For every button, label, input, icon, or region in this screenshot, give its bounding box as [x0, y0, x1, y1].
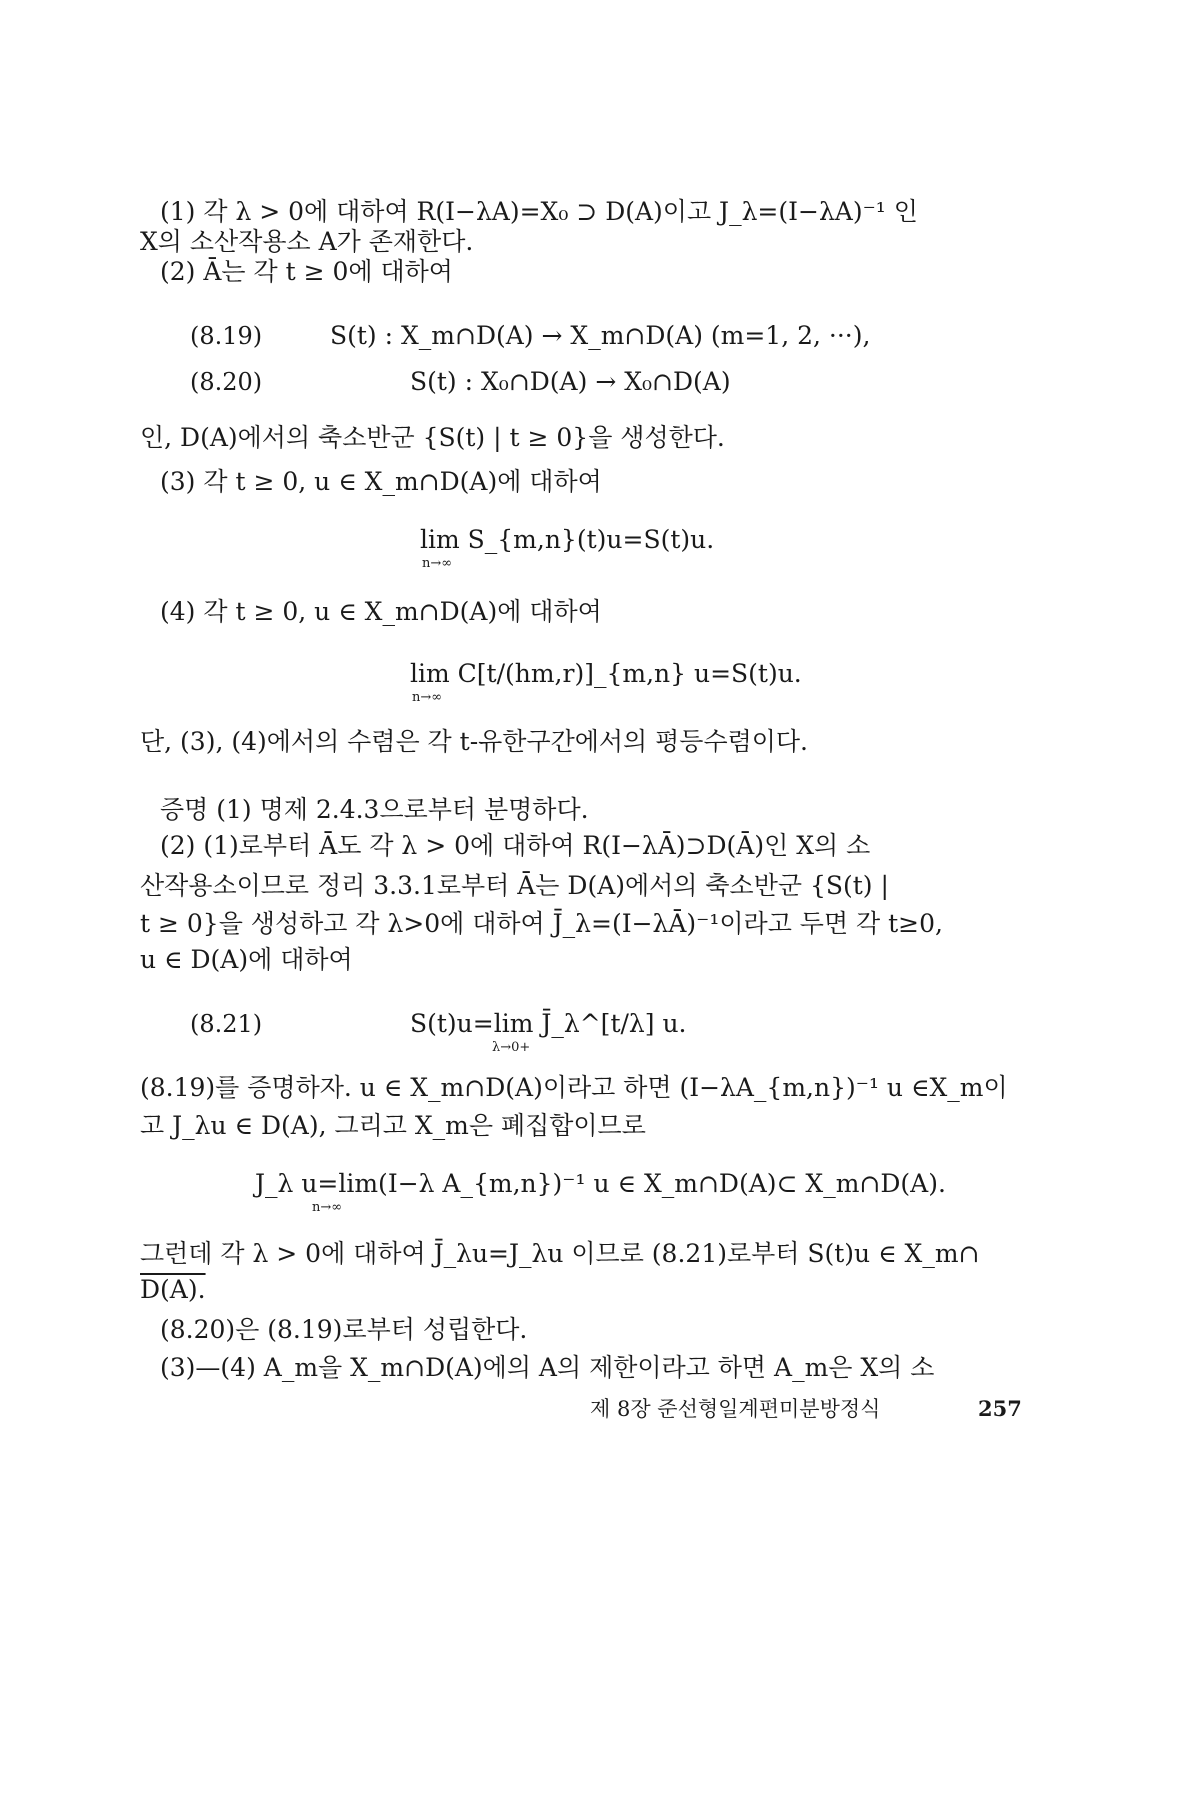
limit-subscript-8-21: λ→0+	[492, 1040, 531, 1055]
proof-item-1: 증명 (1) 명제 2.4.3으로부터 분명하다.	[160, 795, 589, 824]
proof-item-2-line-4: u ∈ D(A)에 대하여	[140, 945, 353, 974]
theorem-item-1: (1) 각 λ > 0에 대하여 R(I−λA)=X₀ ⊃ D(A)이고 J_λ=(I−λA)⁻¹ 인	[160, 197, 918, 226]
equation-number-8-21: (8.21)	[190, 1010, 263, 1038]
limit-subscript-resolvent: n→∞	[312, 1200, 343, 1215]
proof-8-19-line-3: 그런데 각 λ > 0에 대하여 J̄_λu=J_λu 이므로 (8.21)로부터 S(t)u ∈ X_m∩	[140, 1239, 980, 1268]
proof-item-2-line-2: 산작용소이므로 정리 3.3.1로부터 Ā는 D(A)에서의 축소반군 {S(t) |	[140, 871, 889, 900]
theorem-item-4: (4) 각 t ≥ 0, u ∈ X_m∩D(A)에 대하여	[160, 597, 602, 626]
theorem-item-2: (2) Ā는 각 t ≥ 0에 대하여	[160, 257, 453, 286]
equation-number-8-19: (8.19)	[190, 322, 263, 350]
equation-limit-3: lim S_{m,n}(t)u=S(t)u.	[420, 525, 715, 554]
equation-limit-4: lim C[t/(hm,r)]_{m,n} u=S(t)u.	[410, 659, 802, 688]
proof-8-19-line-2: 고 J_λu ∈ D(A), 그리고 X_m은 폐집합이므로	[140, 1111, 646, 1140]
theorem-item-1-cont: X의 소산작용소 A가 존재한다.	[140, 227, 474, 256]
theorem-item-2-cont: 인, D(A)에서의 축소반군 {S(t) | t ≥ 0}을 생성한다.	[140, 423, 725, 452]
proof-8-19-line-4: D(A).	[140, 1275, 206, 1304]
running-footer: 제 8장 준선형일계편미분방정식	[590, 1397, 881, 1421]
theorem-item-3: (3) 각 t ≥ 0, u ∈ X_m∩D(A)에 대하여	[160, 467, 602, 496]
equation-number-8-20: (8.20)	[190, 368, 263, 396]
equation-resolvent-limit: J_λ u=lim(I−λ A_{m,n})⁻¹ u ∈ X_m∩D(A)⊂ X_m∩D(A).	[255, 1169, 946, 1198]
proof-8-19-line-1: (8.19)를 증명하자. u ∈ X_m∩D(A)이라고 하면 (I−λA_{m,n})⁻¹ u ∈X_m이	[140, 1073, 1008, 1102]
theorem-remark: 단, (3), (4)에서의 수렴은 각 t-유한구간에서의 평등수렴이다.	[140, 727, 808, 756]
equation-8-19: S(t) : X_m∩D(A) → X_m∩D(A) (m=1, 2, ···),	[330, 321, 871, 350]
equation-8-21: S(t)u=lim J̄_λ^[t/λ] u.	[410, 1009, 687, 1038]
limit-subscript-3: n→∞	[422, 556, 453, 571]
equation-8-20: S(t) : X₀∩D(A) → X₀∩D(A)	[410, 367, 731, 396]
limit-subscript-4: n→∞	[412, 690, 443, 705]
proof-8-20: (8.20)은 (8.19)로부터 성립한다.	[160, 1315, 528, 1344]
page-number: 257	[978, 1396, 1022, 1421]
proof-item-2: (2) (1)로부터 Ā도 각 λ > 0에 대하여 R(I−λĀ)⊃D(Ā)인 X의 소	[160, 831, 871, 860]
proof-item-3-4: (3)—(4) A_m을 X_m∩D(A)에의 A의 제한이라고 하면 A_m은 X의 소	[160, 1353, 935, 1382]
proof-item-2-line-3: t ≥ 0}을 생성하고 각 λ>0에 대하여 J̄_λ=(I−λĀ)⁻¹이라고 두면 각 t≥0,	[140, 909, 943, 938]
